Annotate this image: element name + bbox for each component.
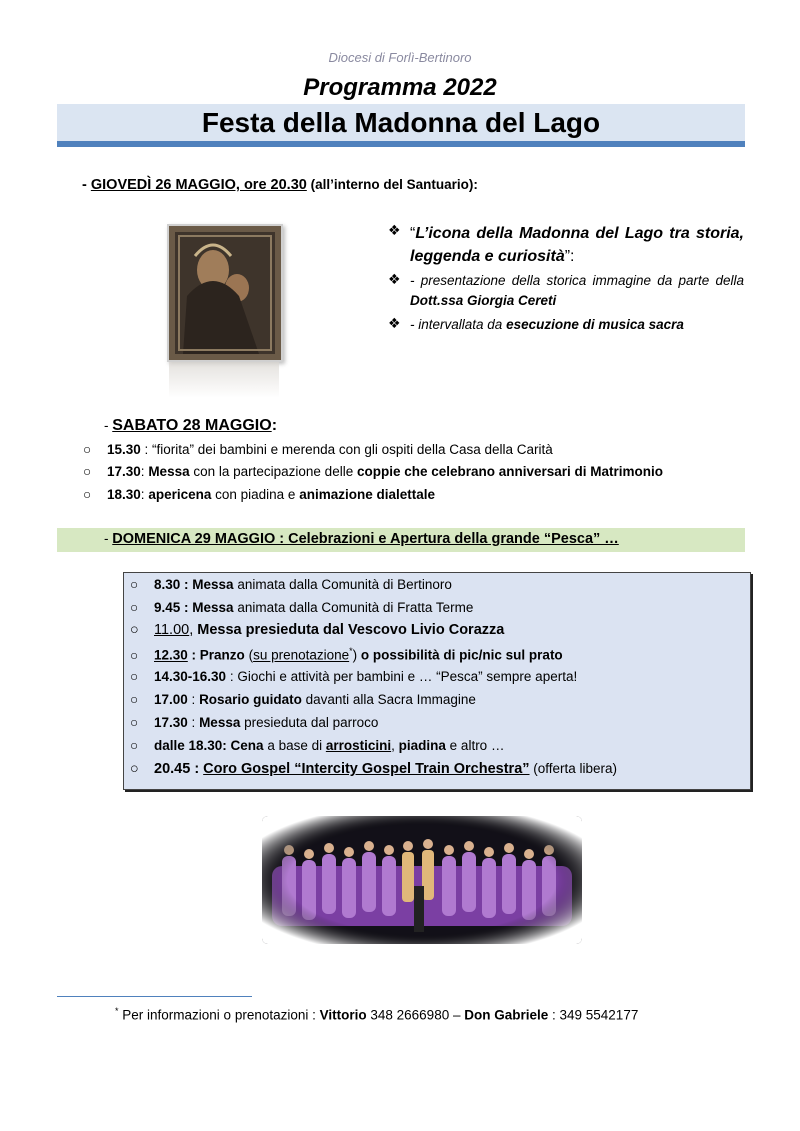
list-item: ○ 18.30: apericena con piadina e animazione dialettale xyxy=(83,487,435,502)
image-reflection xyxy=(169,362,279,398)
list-item: ○ 11.00, Messa presieduta dal Vescovo Livio Corazza xyxy=(130,622,505,638)
circle-bullet-icon: ○ xyxy=(130,715,139,730)
programma-title: Programma 2022 xyxy=(303,74,497,101)
circle-bullet-icon: ○ xyxy=(130,669,139,684)
speaker-name: Dott.ssa Giorgia Cereti xyxy=(410,293,557,308)
list-item: ○ dalle 18.30: Cena a base di arrosticini, piadina e altro … xyxy=(130,738,505,753)
circle-bullet-icon: ○ xyxy=(130,738,139,753)
giovedi-item-2: ❖ - presentazione della storica immagine da parte della Dott.ssa Giorgia Cereti xyxy=(388,271,744,308)
list-item: ○ 17.00 : Rosario guidato davanti alla Sacra Immagine xyxy=(130,692,476,707)
list-item: ○ 17.30 : Messa presieduta dal parroco xyxy=(130,715,379,730)
circle-bullet-icon: ○ xyxy=(83,464,92,479)
diocese-header: Diocesi di Forlì-Bertinoro xyxy=(328,50,472,65)
circle-bullet-icon: ○ xyxy=(130,622,139,638)
giovedi-item-3: ❖ - intervallata da esecuzione di musica sacra xyxy=(388,315,684,332)
list-item: ○ 9.45 : Messa animata dalla Comunità di Fratta Terme xyxy=(130,600,474,615)
title-rule xyxy=(57,141,745,147)
circle-bullet-icon: ○ xyxy=(130,577,139,592)
circle-bullet-icon: ○ xyxy=(130,692,139,707)
circle-bullet-icon: ○ xyxy=(130,647,139,663)
domenica-heading: - DOMENICA 29 MAGGIO : Celebrazioni e Apertura della grande “Pesca” … xyxy=(104,531,619,547)
dash: - xyxy=(82,177,91,193)
diamond-bullet-icon: ❖ xyxy=(388,315,401,331)
giovedi-item-1: ❖ “L’icona della Madonna del Lago tra storia, leggenda e curiosità”: xyxy=(388,222,744,265)
gospel-choir-photo xyxy=(262,816,582,944)
list-item: ○ 20.45 : Coro Gospel “Intercity Gospel Train Orchestra” (offerta libera) xyxy=(130,761,618,777)
list-item: ○ 8.30 : Messa animata dalla Comunità di Bertinoro xyxy=(130,577,452,592)
event-title: L’icona della Madonna del Lago tra storia, leggenda e curiosità xyxy=(410,225,744,265)
diamond-bullet-icon: ❖ xyxy=(388,222,401,238)
circle-bullet-icon: ○ xyxy=(83,487,92,502)
circle-bullet-icon: ○ xyxy=(130,600,139,615)
circle-bullet-icon: ○ xyxy=(130,761,139,777)
footnote-divider xyxy=(57,996,252,997)
sabato-heading: - SABATO 28 MAGGIO: xyxy=(104,417,278,434)
list-item: ○ 12.30 : Pranzo (su prenotazione*) o possibilità di pic/nic sul prato xyxy=(130,646,563,663)
diamond-bullet-icon: ❖ xyxy=(388,271,401,287)
list-item: ○ 17.30: Messa con la partecipazione delle coppie che celebrano anniversari di Matrimonio xyxy=(83,464,664,479)
list-item: ○ 15.30 : “fiorita” dei bambini e merenda con gli ospiti della Casa della Carità xyxy=(83,442,553,457)
circle-bullet-icon: ○ xyxy=(83,442,92,457)
giovedi-note: (all’interno del Santuario): xyxy=(306,177,478,192)
footnote: * Per informazioni o prenotazioni : Vittorio 348 2666980 – Don Gabriele : 349 5542177 xyxy=(115,1006,639,1023)
giovedi-heading xyxy=(82,177,478,193)
madonna-icon-image xyxy=(167,224,283,362)
giovedi-date: GIOVEDÌ 26 MAGGIO, ore 20.30 xyxy=(90,177,307,193)
list-item: ○ 14.30-16.30 : Giochi e attività per bambini e … “Pesca” sempre aperta! xyxy=(130,669,578,684)
page-title: Festa della Madonna del Lago xyxy=(201,107,601,138)
